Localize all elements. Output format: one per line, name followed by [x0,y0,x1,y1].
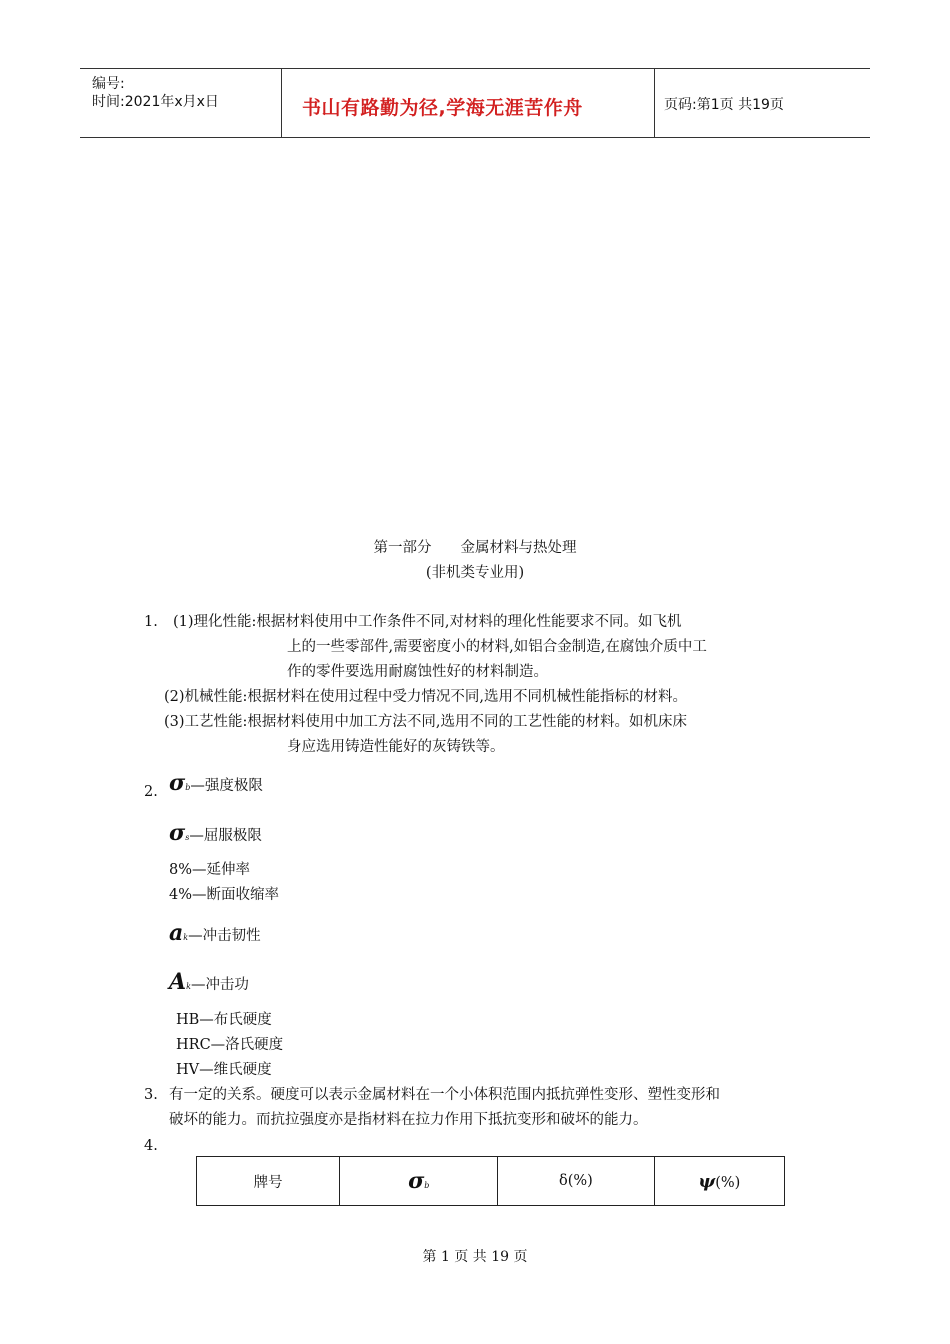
definition-text: —屈服极限 [189,828,262,844]
q1-line: 作的零件要选用耐腐蚀性好的材料制造。 [287,664,548,680]
definition-item [169,969,249,997]
definition-item: HB—布氏硬度 [176,1012,272,1028]
header-motto: 书山有路勤为径,学海无涯苦作舟 [302,97,583,119]
page-header [80,68,870,138]
subscript: k [183,933,189,942]
definition-item [169,920,261,948]
psi-symbol: ψ [698,1170,716,1192]
q1-line: 上的一些零部件,需要密度小的材料,如铝合金制造,在腐蚀介质中工 [287,639,707,655]
q3-line: 破坏的能力。而抗拉强度亦是指材料在拉力作用下抵抗变形和破坏的能力。 [169,1112,648,1128]
a-symbol: a [169,920,184,946]
subscript: k [186,982,191,991]
header-page-info: 页码:第1页 共19页 [664,97,784,113]
definition-item: HV—维氏硬度 [176,1062,272,1078]
table-header-row [197,1157,785,1206]
q3-line: 有一定的关系。硬度可以表示金属材料在一个小体积范围内抵抗弹性变形、塑性变形和 [169,1087,720,1103]
definition-item: HRC—洛氏硬度 [176,1037,284,1053]
elongation-header: δ(%) [559,1173,593,1189]
q1-line: 身应选用铸造性能好的灰铸铁等。 [287,739,505,755]
header-time-label: 时间:2021年x月x日 [92,94,219,110]
table-header-cell [654,1157,784,1206]
sigma-symbol: σ [169,820,186,846]
definition-item [169,770,263,798]
page-subtitle: (非机类专业用) [425,565,525,581]
q1-line: (3)工艺性能:根据材料使用中加工方法不同,选用不同的工艺性能的材料。如机床床 [164,714,688,730]
header-divider [654,69,655,137]
table-header-cell [340,1157,498,1206]
subscript: b [185,783,191,792]
header-code-label: 编号: [92,76,125,92]
q1-number: 1. [144,614,158,630]
sigma-symbol: σ [169,770,186,796]
definition-item [169,820,262,848]
page-footer: 第 1 页 共 19 页 [422,1249,528,1265]
q2-number: 2. [144,784,158,800]
page-title: 第一部分 金属材料与热处理 [373,540,577,556]
sigma-symbol: σ [408,1168,425,1194]
table-header-cell [498,1157,654,1206]
q3-number: 3. [144,1087,158,1103]
grade-header: 牌号 [253,1174,283,1191]
definition-item: 8%—延伸率 [169,862,251,878]
q1-line: (2)机械性能:根据材料在使用过程中受力情况不同,选用不同机械性能指标的材料。 [164,689,688,705]
definition-item: 4%—断面收缩率 [169,887,280,903]
subscript: s [185,833,190,842]
q1-line: (1)理化性能:根据材料使用中工作条件不同,对材料的理化性能要求不同。如飞机 [173,614,682,630]
header-divider [281,69,282,137]
definition-text: —冲击韧性 [188,928,261,944]
definition-text: —冲击功 [190,977,249,993]
properties-table [196,1156,785,1206]
definition-text: —强度极限 [190,778,263,794]
A-symbol: A [169,969,187,995]
reduction-header: (%) [715,1174,741,1191]
q4-number: 4. [144,1138,158,1154]
subscript: b [424,1181,430,1190]
table-header-cell [197,1157,340,1206]
